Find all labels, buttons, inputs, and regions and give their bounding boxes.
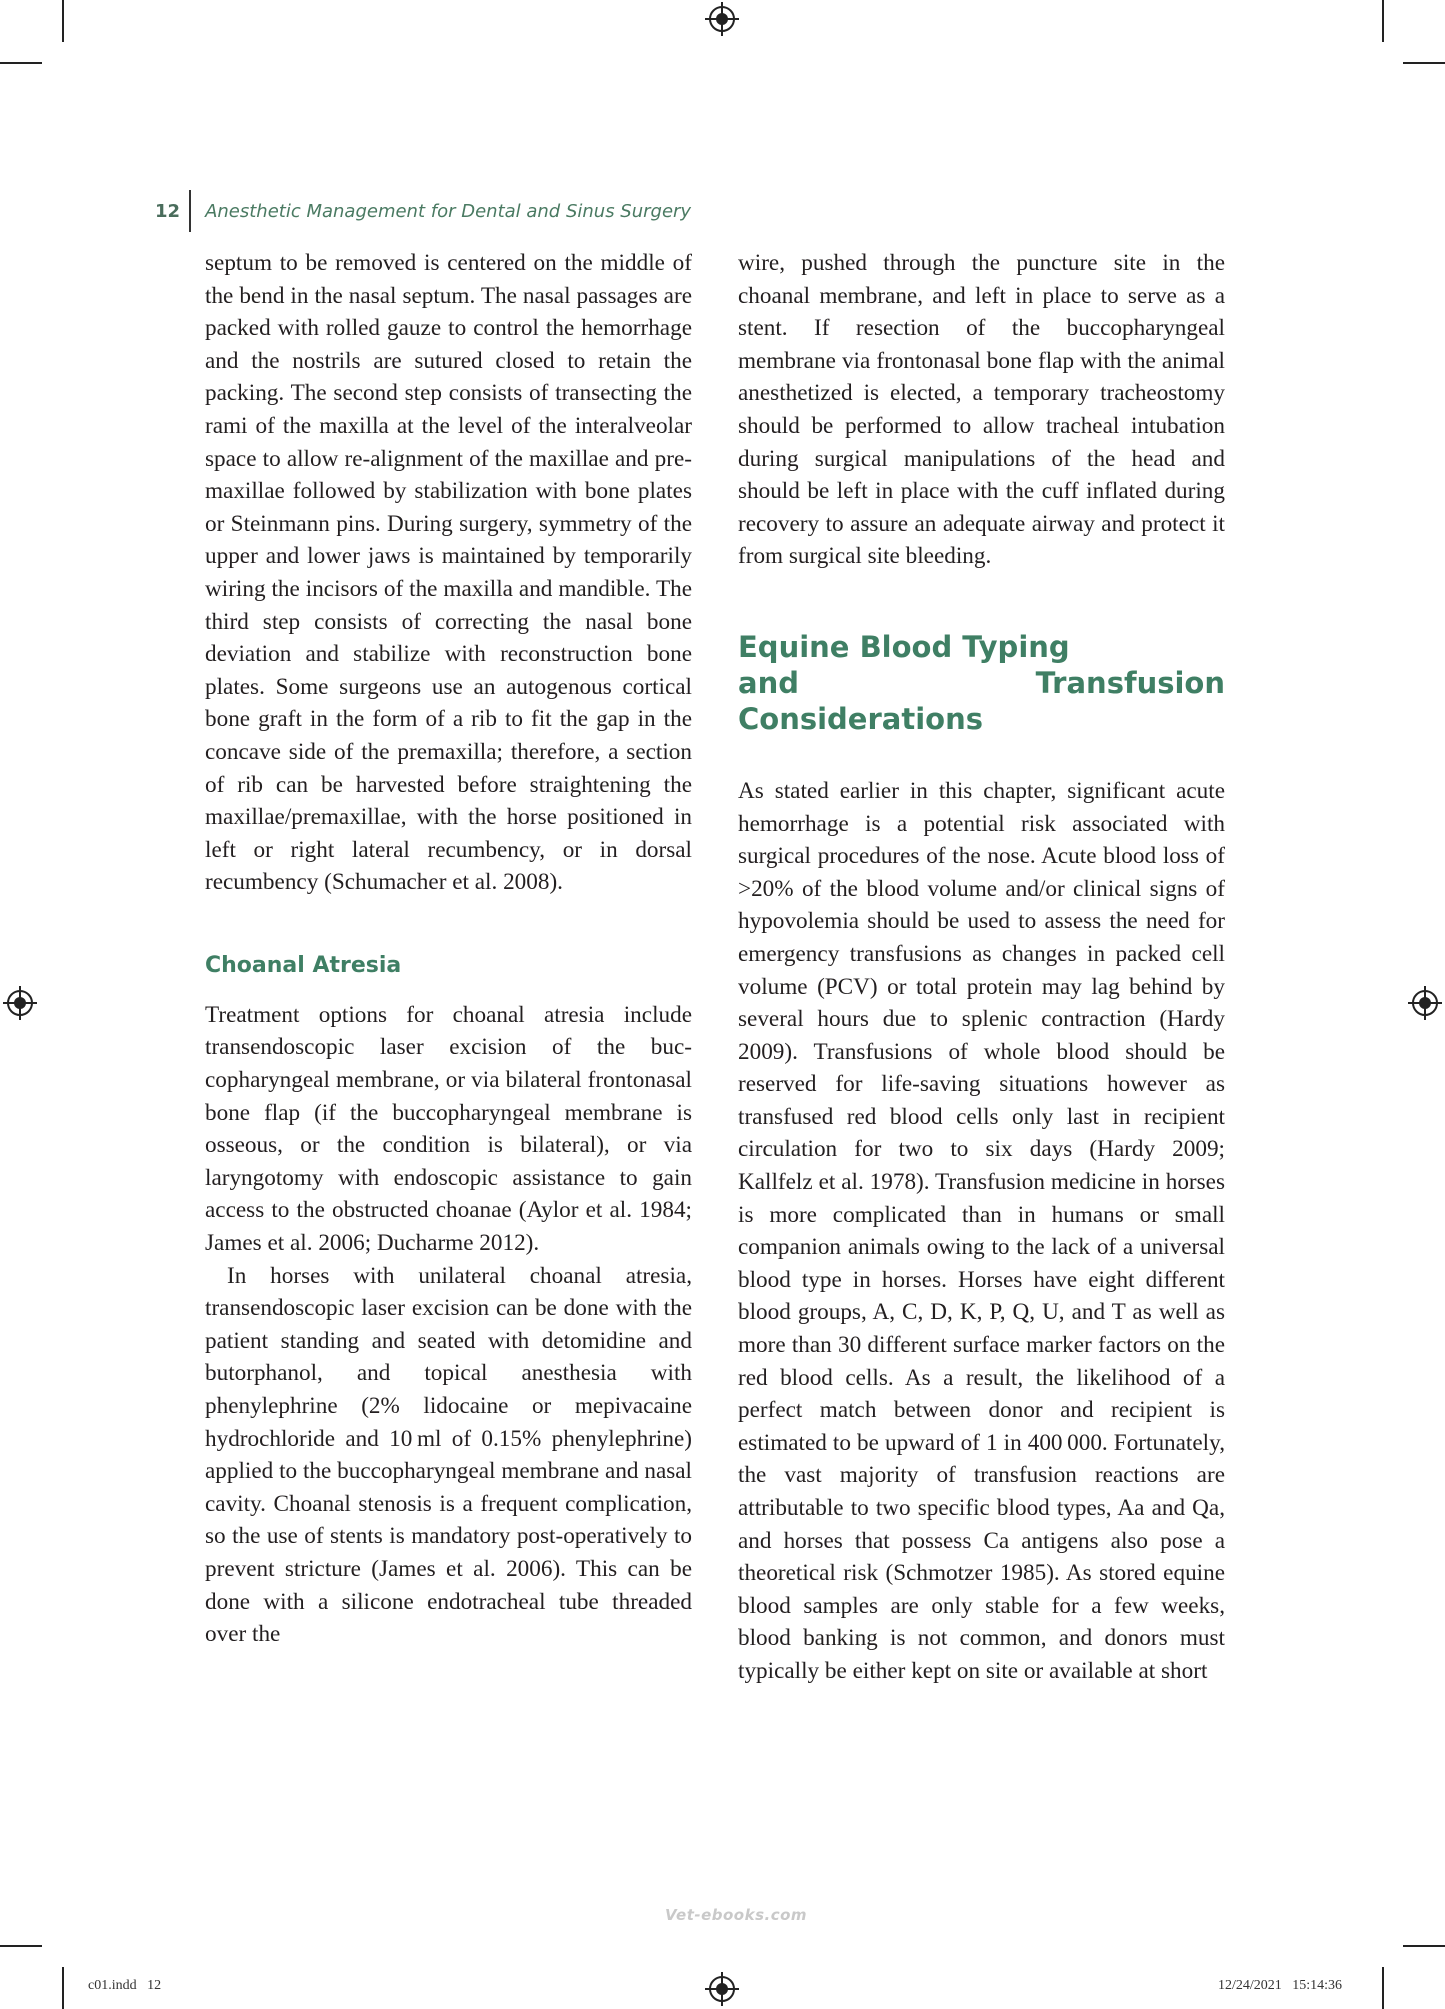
crop-mark — [1403, 1945, 1445, 1947]
registration-mark-icon — [709, 6, 735, 32]
section-heading — [738, 629, 1225, 737]
paragraph: septum to be removed is centered on the middle of the bend in the nasal septum. The nasal passages are packed with rolled gauze to control the hemorrhage and the nostrils are sutured closed to retain the packing. The second step consists of transecting the rami of the maxilla at the level of the interalveolar space to allow re-alignment of the maxillae and premaxillae followed by stabilization with bone plates or Steinmann pins. During surgery, symmetry of the upper and lower jaws is maintained by temporarily wiring the incisors of the maxilla and mandible. The third step consists of correcting the nasal bone deviation and stabilize with reconstruction bone plates. Some surgeons use an autogenous cortical bone graft in the form of a rib to fit the gap in the concave side of the premaxilla; therefore, a section of rib can be harvested before straightening the maxillae/premaxillae, with the horse positioned in left or right lateral recumbency, or in dorsal recumbency (Schumacher et al. 2008). — [205, 250, 692, 896]
registration-mark-icon — [7, 990, 33, 1016]
registration-mark-icon — [1412, 990, 1438, 1016]
date-slug: 12/24/2021 15:14:36 — [1218, 1978, 1343, 1993]
crop-mark — [62, 0, 64, 42]
running-header — [155, 190, 691, 232]
right-column — [738, 247, 1225, 1688]
section-heading-line: and Transfusion Considerations — [738, 665, 1225, 736]
watermark-logo: Vet-ebooks.com — [665, 1906, 808, 1924]
header-divider — [189, 190, 191, 232]
paragraph: In horses with unilateral choanal atresia, transendoscopic laser excision can be done with the patient standing and seated with detomidine and butorphanol, and topical anesthesia with phenylephrine (2% lidocaine or mepivacaine hydrochloride and 10 ml of 0.15% phenylephrine) applied to the buccopharyngeal membrane and nasal cavity. Choanal stenosis is a frequent complication, so the use of stents is mandatory post-operatively to prevent stricture (James et al. 2006). This can be done with a silicone endotracheal tube threaded over the — [205, 1262, 692, 1648]
left-column — [205, 247, 692, 1651]
file-slug: c01.indd 12 — [88, 1978, 162, 1993]
crop-mark — [0, 1945, 42, 1947]
crop-mark — [1382, 0, 1384, 42]
registration-mark-icon — [709, 1976, 735, 2002]
paragraph: As stated earlier in this chapter, significant acute hemorrhage is a potential risk associated with surgical procedures of the nose. Acute blood loss of >20% of the blood volume and/or clinical signs of hypovolemia should be used to assess the need for emergency transfusions as changes in packed cell volume (PCV) or total protein may lag behind by several hours due to splenic contraction (Hardy 2009). Transfusions of whole blood should be reserved for life-saving situations however as transfused red blood cells only last in recipient circulation for two to six days (Hardy 2009; Kallfelz et al. 1978). Transfusion medicine in horses is more complicated than in humans or small companion animals owing to the lack of a universal blood type in horses. Horses have eight different blood groups, A, C, D, K, P, Q, U, and T as well as more than 30 different surface marker factors on the red blood cells. As a result, the likelihood of a perfect match between donor and recipient is estimated to be upward of 1 in 400 000. Fortunately, the vast majority of transfusion reactions are attributable to two specific blood types, Aa and Qa, and horses that possess Ca antigens also pose a theoretical risk (Schmotzer 1985). As stored equine blood samples are only stable for a few weeks, blood banking is not common, and donors must typically be either kept on site or available at short — [738, 777, 1225, 1684]
section-heading-line: Equine Blood Typing — [738, 629, 1070, 664]
running-head-title: Anesthetic Management for Dental and Sinus Surgery — [205, 200, 692, 222]
crop-mark — [62, 1967, 64, 2009]
subheading-choanal-atresia: Choanal Atresia — [205, 952, 402, 978]
paragraph: Treatment options for choanal atresia include transendoscopic laser excision of the buccopharyngeal membrane, or via bilateral frontonasal bone flap (if the buccopharyngeal membrane is osseous, or the condition is bilateral), or via laryngotomy with endoscopic assistance to gain access to the obstructed choanae (Aylor et al. 1984; James et al. 2006; Ducharme 2012). — [205, 1001, 692, 1257]
page-number: 12 — [155, 200, 181, 222]
crop-mark — [1403, 62, 1445, 64]
crop-mark — [0, 62, 42, 64]
paragraph: wire, pushed through the puncture site in the choanal membrane, and left in place to serve as a stent. If resection of the buccopharyngeal membrane via frontonasal bone flap with the animal anesthetized is elected, a temporary tracheostomy should be performed to allow tracheal intubation during surgical manipulations of the head and should be left in place with the cuff inflated during recovery to assure an adequate airway and protect it from surgical site bleeding. — [738, 250, 1225, 570]
crop-mark — [1382, 1967, 1384, 2009]
